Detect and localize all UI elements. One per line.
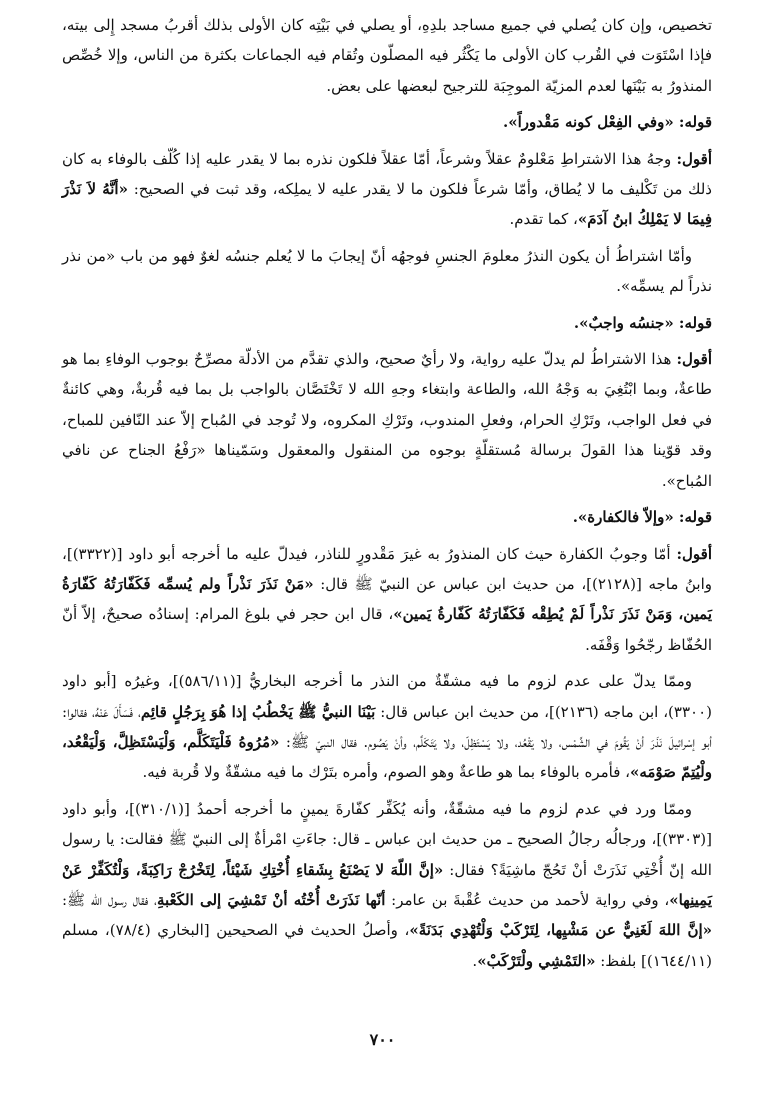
emphasis-text: «أنَّهُ لاَ نَذْرَ فِيمَا لا يَمْلِكُ ابنُ آدَمَ» (62, 180, 712, 229)
text-run: ، كما تقدم. (509, 210, 578, 229)
text-run: وممّا ورد في عدم لزوم ما فيه مشقّةٌ، وأنه يُكَفِّر كفّارةَ يمينٍ ما أخرجه أحمدُ [(٣١٠/١)]، وأبو داود [(٣٣٠٣)]، ورجالُه رجالُ الصحيح ـ من حديث ابن عباس ـ قال: جاءَتِ امْرأةٌ إلى النبيّ ﷺ فقالت: يا رسول الله إنّ أُخْتِي نَذَرَتْ أنْ تَحُجّ ماشِيَةً؟ فقال: (62, 799, 712, 879)
text-run: ، قال ابن حجر في بلوغ المرام: إسنادُه صحيحٌ، إلاّ أنّ الحُفّاظ رجّحُوا وَقْفَه. (62, 605, 712, 654)
text-run: قوله: «جنسُه واجبٌ». (573, 313, 712, 332)
emphasis-text: أنّها نَذَرَتْ أُخْتُه أنْ تَمْشِيَ إلى الكَعْبةِ (156, 890, 386, 909)
emphasis-text: أقول: (676, 544, 712, 563)
section-heading (62, 107, 712, 137)
paragraph (62, 144, 712, 235)
emphasis-text: «إنَّ اللهَ لَغَنِيٌّ عن مَشْيِها، لِتَرْكَبْ وَلْتُهْدِي بَدَنَةً» (409, 921, 713, 940)
emphasis-text: «إنَّ اللّهَ لا يَصْنَعُ بِشَقاءِ أُخْتِكِ شَيْئاً، لِتَخْرُجْ رَاكِبَةً، وَلْتُكَفِّرْ عَنْ يَمِينِها» (62, 860, 712, 909)
text-run: وممّا يدلّ على عدم لزوم ما فيه مشقّةٌ من النذر ما أخرجه البخاريُّ [(٥٨٦/١١)]، وغيرُه [أبو داود (٣٣٠٠)، ابن ماجه (٢١٣٦)]، من حديث ابن عباس قال: (62, 672, 712, 721)
text-run: . (472, 951, 478, 970)
emphasis-text: «التَمْشِي ولْتَرْكَبْ» (477, 951, 596, 970)
text-run: هذا الاشتراطُ لم يدلّ عليه رواية، ولا رأيٌ صحيح، والذي تقدَّم من الأدلّة مصرِّحٌ بوجوب الوفاءِ بما هو طاعةٌ، وبما ابْتُغِيَ به وَجْهُ الله، والطاعة وابتغاء وجهِ الله لا تَخْتَصَّان بالواجب بل بما فيه قُربةٌ، وهي كائنةٌ في فعل الواجب، وتَرْكِ الحرام، وفعلِ المندوب، وتَرْكِ المكروه، ولا تُوجد في المُباح إلاّ عند النّافين للمباح، وقد قوّينا هذا القولَ برسالة مُستقلّةٍ بوجوه من المنقول والمعقول وسَمّيناها «رَفْعُ الجناح عن نافي المُباح». (62, 350, 712, 490)
text-run: وجهُ هذا الاشتراطِ مَعْلومٌ عقلاً وشرعاً، أمّا عقلاً فلكون نذره بما لا يقدر عليه إذا كُلّف بالوفاء به كان ذلك من تَكْليف ما لا يُطاق، وأمّا شرعاً فلكون ما لا يقدر عليه لا يملِكه، وقد ثبت في الصحيح: (62, 149, 712, 199)
paragraph (62, 344, 712, 496)
text-run: ، فأمره بالوفاء بما هو طاعةٌ وهو الصوم، وأمره بتَرْك ما فيه مشقّةٌ ولا قُربة فيه. (142, 763, 630, 782)
text-run: أمّا وجوبُ الكفارة حيث كان المنذورُ به غيرَ مَقْدورٍ للناذر، فيدلّ عليه ما أخرجه أبو داود [(٣٣٢٢)]، وابنُ ماجه [(٢١٢٨)]، من حديث ابن عباس عن النبيّ ﷺ قال: (62, 544, 712, 593)
paragraph (62, 666, 712, 788)
paragraph (62, 539, 712, 661)
text-run: ، فقال رسول الله ﷺ: (62, 890, 157, 909)
emphasis-text: أقول: (676, 149, 712, 168)
text-run: وأمّا اشتراطُ أن يكون النذرُ معلومَ الجنسِ فوجهُه أنّ إيجابَ ما لا يُعلم جنسُه لغوٌ فهو من باب «من نذر نذراً لم يسمِّه». (62, 246, 712, 296)
paragraph (62, 10, 712, 101)
page-number: ٧٠٠ (369, 1030, 396, 1049)
section-heading (62, 502, 712, 532)
text-run: ، فَسَأَلَ عَنْهُ، فقالوا: أبو إسْرائيلَ نَذَرَ أنْ يَقُومَ في الشَّمْس، ولا يَقْعُد، ولا يَسْتَظِلّ، ولا يَتَكَلَّم، وأنْ يَصُوم. فقال النبيّ ﷺ: (62, 702, 712, 751)
section-heading (62, 308, 712, 338)
page-body (62, 10, 712, 982)
text-run: قوله: «وإلاّ فالكفارة». (572, 508, 712, 527)
emphasis-text: «مُرُوهُ فَلْيَتَكَلَّم، وَلْيَسْتَظِلَّ، وَلْيَقْعُد، ولْيُتِمّ صَوْمَه» (62, 732, 712, 782)
emphasis-text: بَيْنَا النبيُّ ﷺ يَخْطُبُ إذا هُوَ بِرَجُلٍ قائِم (140, 702, 376, 721)
paragraph (62, 241, 712, 302)
text-run: ، وأصلُ الحديث في الصحيحين [البخاري (٧٨/٤)، مسلم (١٦٤٤/١١)] بلفظ: (62, 921, 712, 970)
emphasis-text: أقول: (676, 350, 713, 369)
text-run: قوله: «وفي الفِعْل كونه مَقْدوراً». (502, 113, 712, 132)
text-run: ، وفي رواية لأحمد من حديث عُقْبةَ بن عامر: (385, 890, 670, 909)
paragraph (62, 794, 712, 976)
text-run: تخصيص، وإن كان يُصلي في جميع مساجد بلدِهِ، أو يصلي في بَيْتِه كان الأولى بذلك أقربُ مسجد إِلى بيته، فإذا اسْتَوَت في القُرب كان الأولى ما يَكْثُر فيه المصلّون وتُقام فيه الجماعات بكثرة من الناس، وإلا خُصِّص المنذورُ به بَيْنَها لعدم المزيّة الموجِبَة للترجيح لبعضها على بعض. (62, 16, 712, 95)
emphasis-text: «مَنْ نَذَرَ نَذْراً ولم يُسمِّه فَكَفّارَتُهُ كَفّارَةُ يَمين، وَمَنْ نَذَرَ نَذْراً لَمْ يُطِقْه فَكَفّارَتُهُ كَفّارةُ يَمين» (62, 574, 713, 624)
